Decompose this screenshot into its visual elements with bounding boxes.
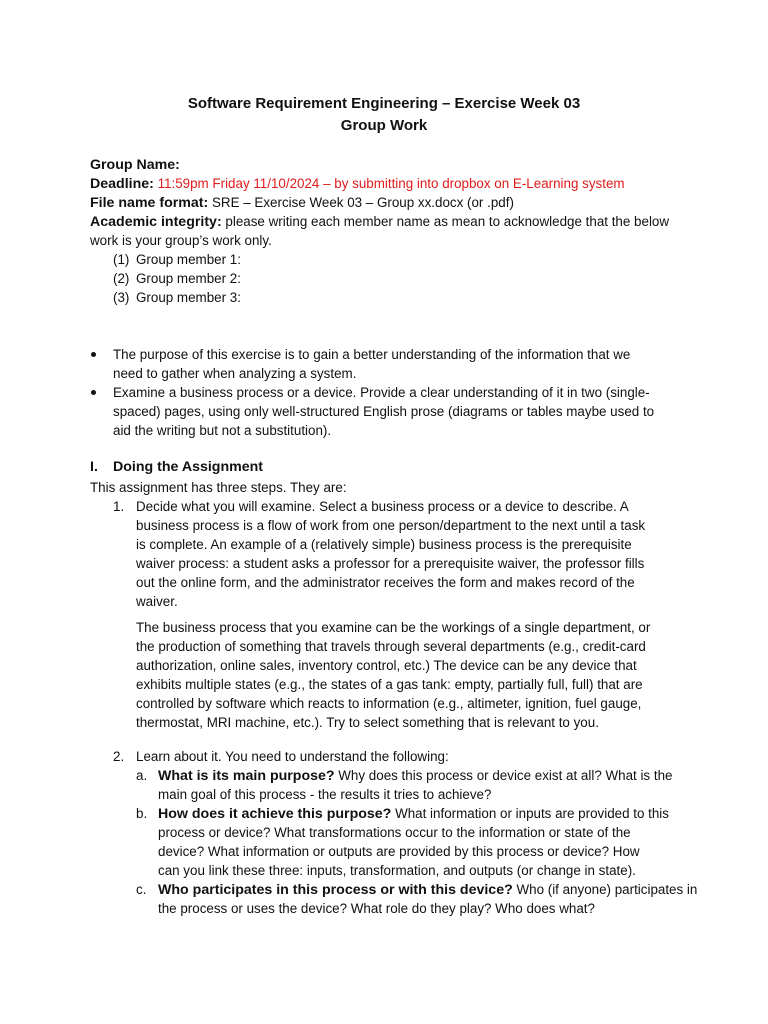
step2-intro: Learn about it. You need to understand the following: [136,749,449,764]
integrity-value-cont: work is your group’s work only. [90,233,272,248]
item-letter: c. [136,882,147,897]
integrity-label: Academic integrity: [90,214,222,230]
bullet-2-line-3: aid the writing but not a substitution). [113,423,332,438]
item-a-heading: What is its main purpose? [158,768,335,784]
item-a-line-2: main goal of this process - the results it tries to achieve? [158,787,492,802]
item-letter: b. [136,806,148,821]
bullet-2-line-1: Examine a business process or a device. Provide a clear understanding of it in two (single- [113,385,650,400]
group-name-label: Group Name: [90,157,180,173]
item-b-line: process or device? What transformations occur to the information or state of the [158,825,631,840]
step1-para2-line: controlled by software which reacts to information (e.g., altimeter, ignition, fuel gauge, [136,696,642,711]
group-member-2: Group member 2: [136,271,241,286]
item-c-line: the process or uses the device? What role do they play? Who does what? [158,901,595,916]
item-c-heading: Who participates in this process or with this device? [158,882,513,898]
integrity-field [90,212,669,232]
step1-para2-line: authorization, online sales, inventory control, etc.) The device can be any device that [136,658,637,673]
step1-para2-line: thermostat, MRI machine, etc.). Try to select something that is relevant to you. [136,715,599,730]
member-number: (1) [113,252,130,267]
file-format-field [90,193,514,213]
group-member-1: Group member 1: [136,252,241,267]
step-number: 2. [113,749,125,764]
item-b-line: device? What information or outputs are provided by this process or device? How [158,844,640,859]
item-b-line-1 [158,804,669,824]
step1-para2-line: exhibits multiple states (e.g., the states of a gas tank: empty, partially full, full) that are [136,677,643,692]
deadline-label: Deadline: [90,176,154,192]
step1-line: out the online form, and the administrator receives the form and makes record of the [136,575,635,590]
document-title: Software Requirement Engineering – Exercise Week 03 [187,95,581,112]
item-c-line-1 [158,880,697,900]
file-format-label: File name format: [90,195,209,211]
section-number: I. [90,459,98,475]
step1-line: is complete. An example of a (relatively simple) business process is the prerequisite [136,537,632,552]
group-name-field [90,155,180,175]
item-c-text: Who (if anyone) participates in [512,882,698,897]
bullet-1-line-2: need to gather when analyzing a system. [113,366,357,381]
deadline-field [90,174,625,194]
item-a-text: Why does this process or device exist at all? What is the [334,768,673,783]
item-b-line: can you link these three: inputs, transformation, and outputs (or change in state). [158,863,636,878]
bullet-icon [91,390,96,395]
step-number: 1. [113,499,125,514]
bullet-icon [91,352,96,357]
group-member-3: Group member 3: [136,290,241,305]
document-subtitle: Group Work [340,117,428,134]
item-b-text: What information or inputs are provided to this [391,806,669,821]
step1-line: waiver. [136,594,178,609]
integrity-value: please writing each member name as mean to acknowledge that the below [225,214,670,229]
item-b-heading: How does it achieve this purpose? [158,806,392,822]
step1-para2-line: The business process that you examine can be the workings of a single department, or [136,620,651,635]
step1-para2-line: the production of something that travels through several departments (e.g., credit-card [136,639,646,654]
section-heading: Doing the Assignment [113,459,264,475]
file-format-value: SRE – Exercise Week 03 – Group xx.docx (or .pdf) [212,195,514,210]
step1-line: Decide what you will examine. Select a business process or a device to describe. A [136,499,629,514]
member-number: (2) [113,271,130,286]
bullet-1-line-1: The purpose of this exercise is to gain a better understanding of the information that we [113,347,631,362]
item-letter: a. [136,768,148,783]
step1-line: business process is a flow of work from one person/department to the next until a task [136,518,646,533]
section-intro: This assignment has three steps. They are: [90,480,347,495]
member-number: (3) [113,290,130,305]
item-a-line-1 [158,766,672,786]
bullet-2-line-2: spaced) pages, using only well-structured English prose (diagrams or tables maybe used to [113,404,655,419]
deadline-value: 11:59pm Friday 11/10/2024 – by submitting into dropbox on E-Learning system [157,176,625,191]
step1-line: waiver process: a student asks a professor for a prerequisite waiver, the professor fills [136,556,645,571]
